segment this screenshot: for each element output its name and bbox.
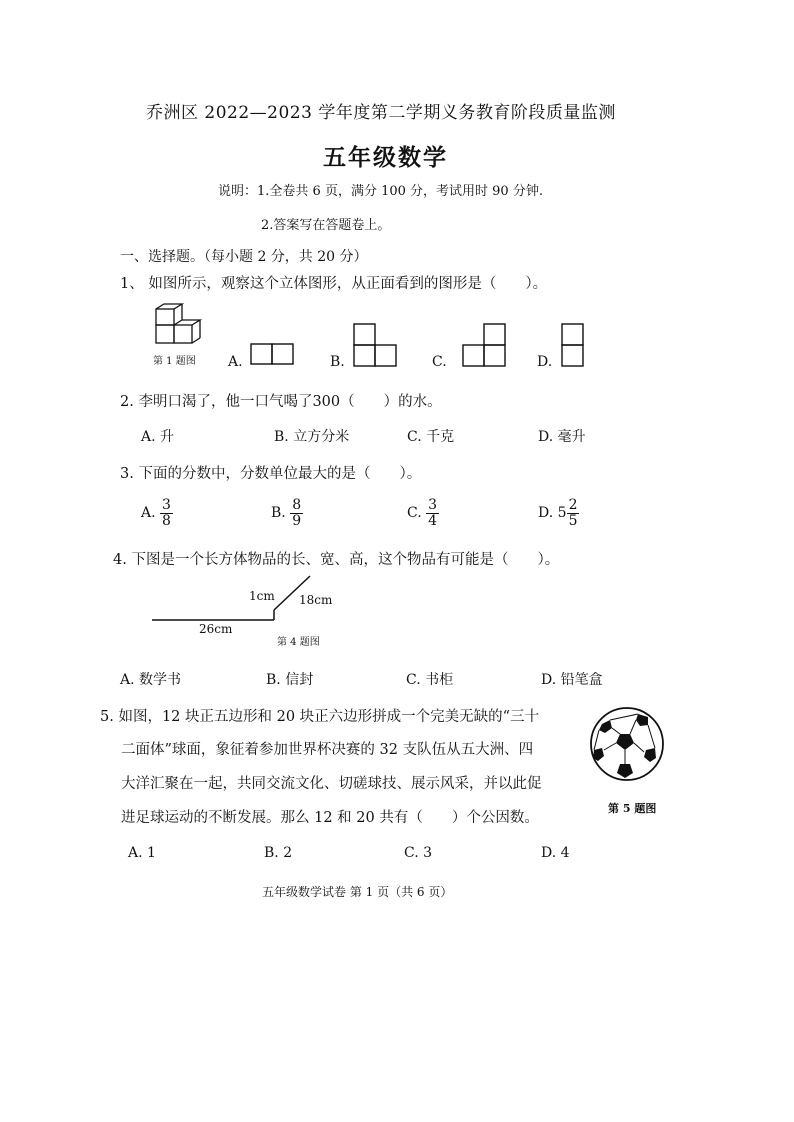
option-letter: D. — [538, 505, 554, 522]
numerator: 3 — [428, 497, 438, 513]
question-1-option-b[interactable]: B. — [330, 354, 345, 370]
question-5-line-1: 5. 如图，12 块正五边形和 20 块正六边形拼成一个完美无缺的“三十 — [100, 709, 540, 725]
whole-number: 5 — [557, 505, 567, 522]
height-label: 1cm — [249, 589, 275, 603]
question-4-option-a[interactable]: A. 数学书 — [120, 672, 182, 688]
length-label: 26cm — [199, 622, 233, 636]
question-5-line-4: 进足球运动的不断发展。那么 12 和 20 共有（ ）个公因数。 — [121, 810, 539, 826]
question-5-line-2: 二面体”球面，象征着参加世界杯决赛的 32 支队伍从五大洲、四 — [121, 742, 534, 758]
question-3-text: 3. 下面的分数中，分数单位最大的是（ ）。 — [120, 466, 422, 482]
instruction-line-1: 说明：1.全卷共 6 页，满分 100 分，考试用时 90 分钟. — [218, 184, 543, 199]
question-5-line-3: 大洋汇聚在一起，共同交流文化、切磋球技、展示风采，并以此促 — [121, 776, 542, 792]
question-1-solid-figure — [150, 303, 210, 351]
question-3-option-c[interactable] — [407, 498, 439, 528]
subject-title: 五年级数学 — [323, 144, 448, 171]
question-2-option-b[interactable]: B. 立方分米 — [274, 429, 350, 445]
section-heading: 一、选择题。（每小题 2 分，共 20 分） — [120, 249, 368, 265]
option-letter: A. — [141, 505, 156, 522]
question-4-dimension-diagram — [150, 572, 320, 624]
width-label: 18cm — [299, 593, 333, 607]
question-4-option-d[interactable]: D. 铅笔盒 — [541, 672, 603, 688]
question-5-option-d[interactable]: D. 4 — [541, 845, 570, 861]
question-1-option-a[interactable]: A. — [228, 354, 243, 370]
fraction — [426, 498, 439, 528]
option-d-front-view — [560, 322, 586, 368]
option-c-front-view — [461, 322, 507, 368]
question-5-option-a[interactable]: A. 1 — [128, 845, 156, 861]
denominator: 5 — [568, 512, 578, 529]
option-letter: C. — [407, 505, 422, 522]
option-a-front-view — [250, 343, 298, 365]
denominator: 4 — [428, 512, 438, 529]
question-2-option-c[interactable]: C. 千克 — [407, 429, 455, 445]
question-3-option-d[interactable] — [538, 498, 579, 528]
denominator: 8 — [162, 512, 171, 529]
question-3-option-b[interactable] — [271, 498, 303, 528]
question-2-option-d[interactable]: D. 毫升 — [538, 429, 586, 445]
instruction-line-2: 2.答案写在答题卷上。 — [261, 218, 391, 233]
question-4-option-c[interactable]: C. 书柜 — [406, 672, 454, 688]
question-5-option-b[interactable]: B. 2 — [264, 845, 293, 861]
question-4-text: 4. 下图是一个长方体物品的长、宽、高，这个物品有可能是（ ）。 — [113, 552, 560, 568]
denominator: 9 — [292, 512, 302, 529]
numerator: 3 — [162, 497, 171, 513]
question-4-option-b[interactable]: B. 信封 — [266, 672, 314, 688]
question-1-option-c[interactable]: C. — [432, 354, 447, 370]
question-1-option-d[interactable]: D. — [537, 354, 553, 370]
numerator: 2 — [568, 497, 578, 513]
question-1-text: 1、 如图所示，观察这个立体图形，从正面看到的图形是（ ）。 — [120, 276, 548, 292]
question-3-option-a[interactable] — [141, 498, 173, 528]
question-2-option-a[interactable]: A. 升 — [141, 429, 175, 445]
numerator: 8 — [292, 497, 302, 513]
option-letter: B. — [271, 505, 286, 522]
soccer-ball-image — [590, 706, 656, 786]
exam-title: 乔洲区 2022—2023 学年度第二学期义务教育阶段质量监测 — [146, 103, 616, 123]
option-b-front-view — [352, 322, 398, 368]
page-footer: 五年级数学试卷 第 1 页（共 6 页） — [262, 885, 453, 899]
question-1-caption: 第 1 题图 — [153, 356, 196, 367]
fraction — [290, 498, 303, 528]
question-5-caption: 第 5 题图 — [608, 802, 657, 815]
fraction — [567, 498, 580, 528]
fraction — [160, 498, 173, 528]
question-2-text: 2. 李明口渴了，他一口气喝了300（ ）的水。 — [120, 394, 442, 410]
question-4-caption: 第 4 题图 — [277, 637, 320, 648]
question-5-option-c[interactable]: C. 3 — [404, 845, 433, 861]
